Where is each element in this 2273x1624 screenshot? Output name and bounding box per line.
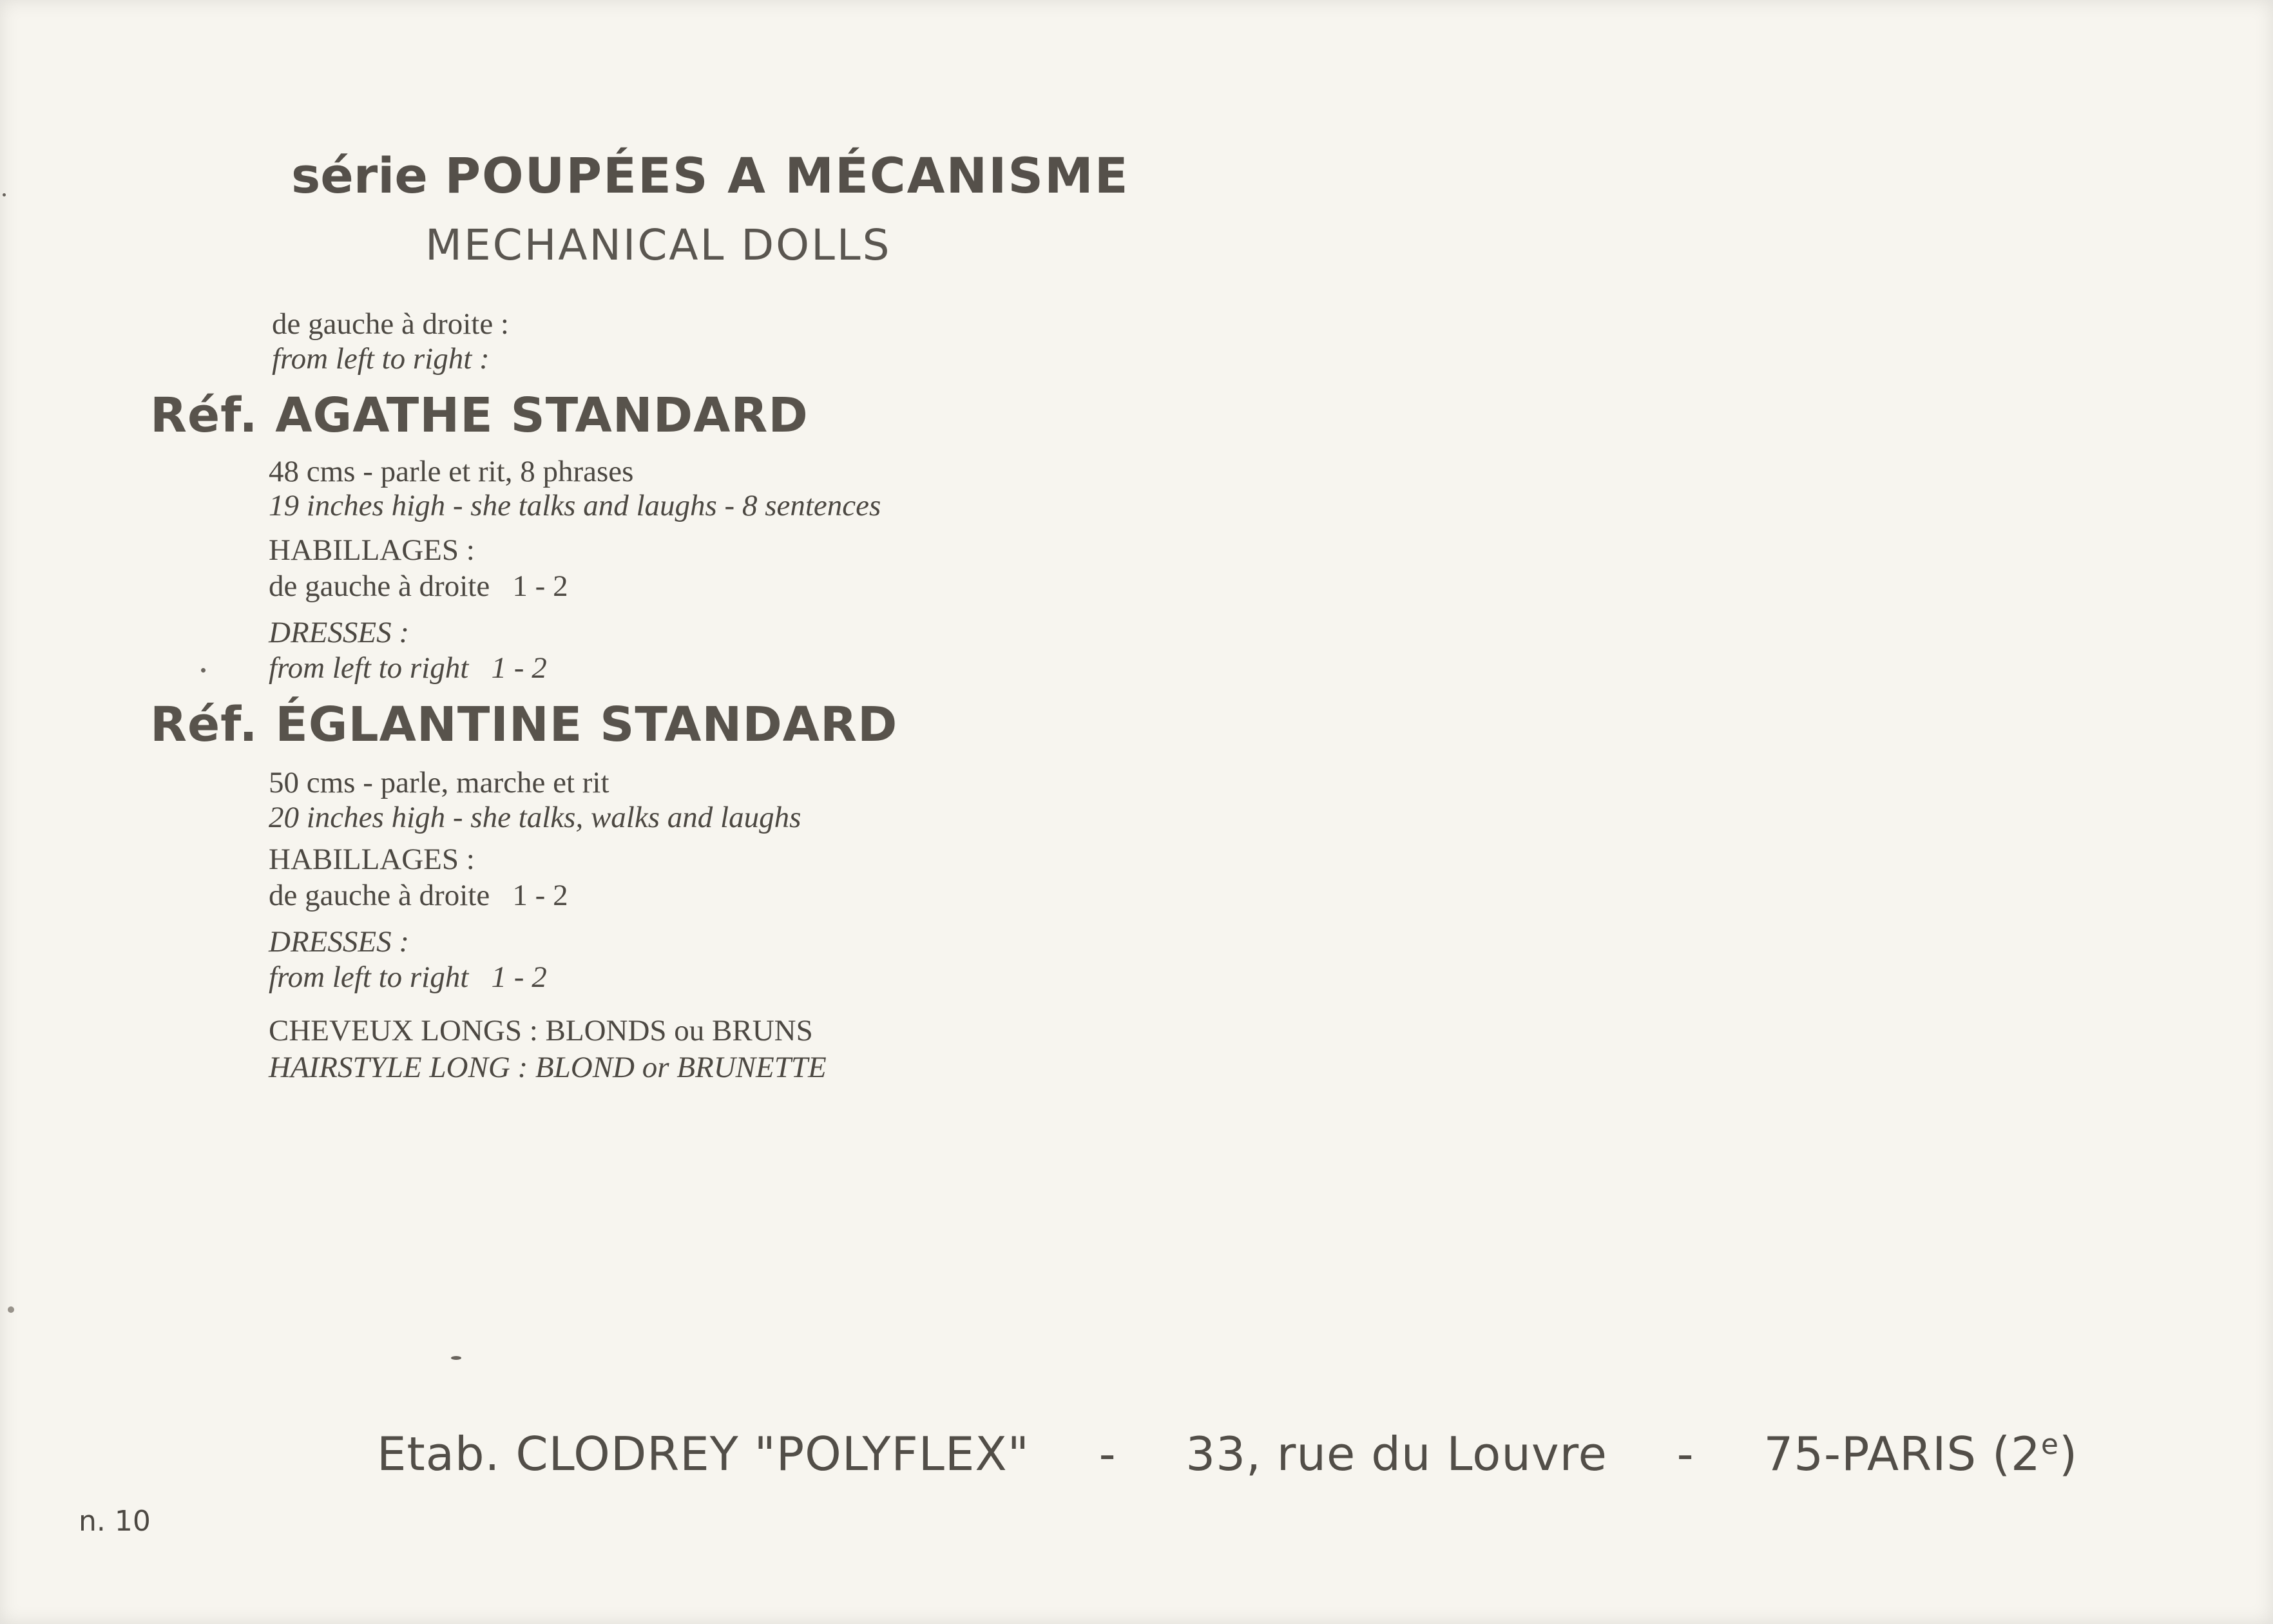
ref-label: Réf.: [150, 388, 258, 443]
order-french: de gauche à droite :: [272, 307, 509, 341]
dress-en-order: from left to right 1 - 2: [269, 960, 547, 994]
dress-en-title: DRESSES :: [269, 616, 409, 649]
dress-en-title: DRESSES :: [269, 925, 409, 959]
footer-city: 75-PARIS (2e): [1763, 1427, 2078, 1481]
speck-mark: [201, 668, 206, 673]
dress-fr-order: de gauche à droite 1 - 2: [269, 569, 568, 603]
footer-street: 33, rue du Louvre: [1185, 1427, 1607, 1481]
series-title: POUPÉES A MÉCANISME: [445, 147, 1129, 204]
hair-fr: CHEVEUX LONGS : BLONDS ou BRUNS: [269, 1014, 813, 1047]
product-name: ÉGLANTINE STANDARD: [275, 697, 898, 752]
footer-address: [377, 1427, 2078, 1481]
order-english: from left to right :: [272, 342, 490, 376]
product-name: AGATHE STANDARD: [275, 388, 809, 443]
footer-company: Etab. CLODREY "POLYFLEX": [377, 1427, 1030, 1481]
series-word: série: [291, 147, 428, 204]
product-ref-agathe: [150, 388, 809, 443]
dress-en-order: from left to right 1 - 2: [269, 651, 547, 685]
product-desc-fr: 48 cms - parle et rit, 8 phrases: [269, 455, 634, 488]
product-desc-fr: 50 cms - parle, marche et rit: [269, 766, 609, 799]
product-ref-eglantine: [150, 697, 897, 752]
page-number: n. 10: [79, 1505, 151, 1538]
series-english: MECHANICAL DOLLS: [425, 220, 892, 270]
footer-separator: -: [1676, 1427, 1694, 1481]
product-desc-en: 19 inches high - she talks and laughs - 8 sentences: [269, 489, 881, 522]
series-heading: [291, 147, 1129, 204]
footer-separator: -: [1098, 1427, 1117, 1481]
dress-fr-title: HABILLAGES :: [269, 843, 475, 876]
dress-fr-order: de gauche à droite 1 - 2: [269, 879, 568, 912]
speck-mark: [451, 1356, 461, 1360]
product-desc-en: 20 inches high - she talks, walks and laughs: [269, 801, 801, 834]
dress-fr-title: HABILLAGES :: [269, 533, 475, 567]
speck-mark: [3, 193, 6, 196]
ref-label: Réf.: [150, 697, 258, 752]
speck-mark: [8, 1306, 14, 1313]
hair-en: HAIRSTYLE LONG : BLOND or BRUNETTE: [269, 1051, 827, 1084]
